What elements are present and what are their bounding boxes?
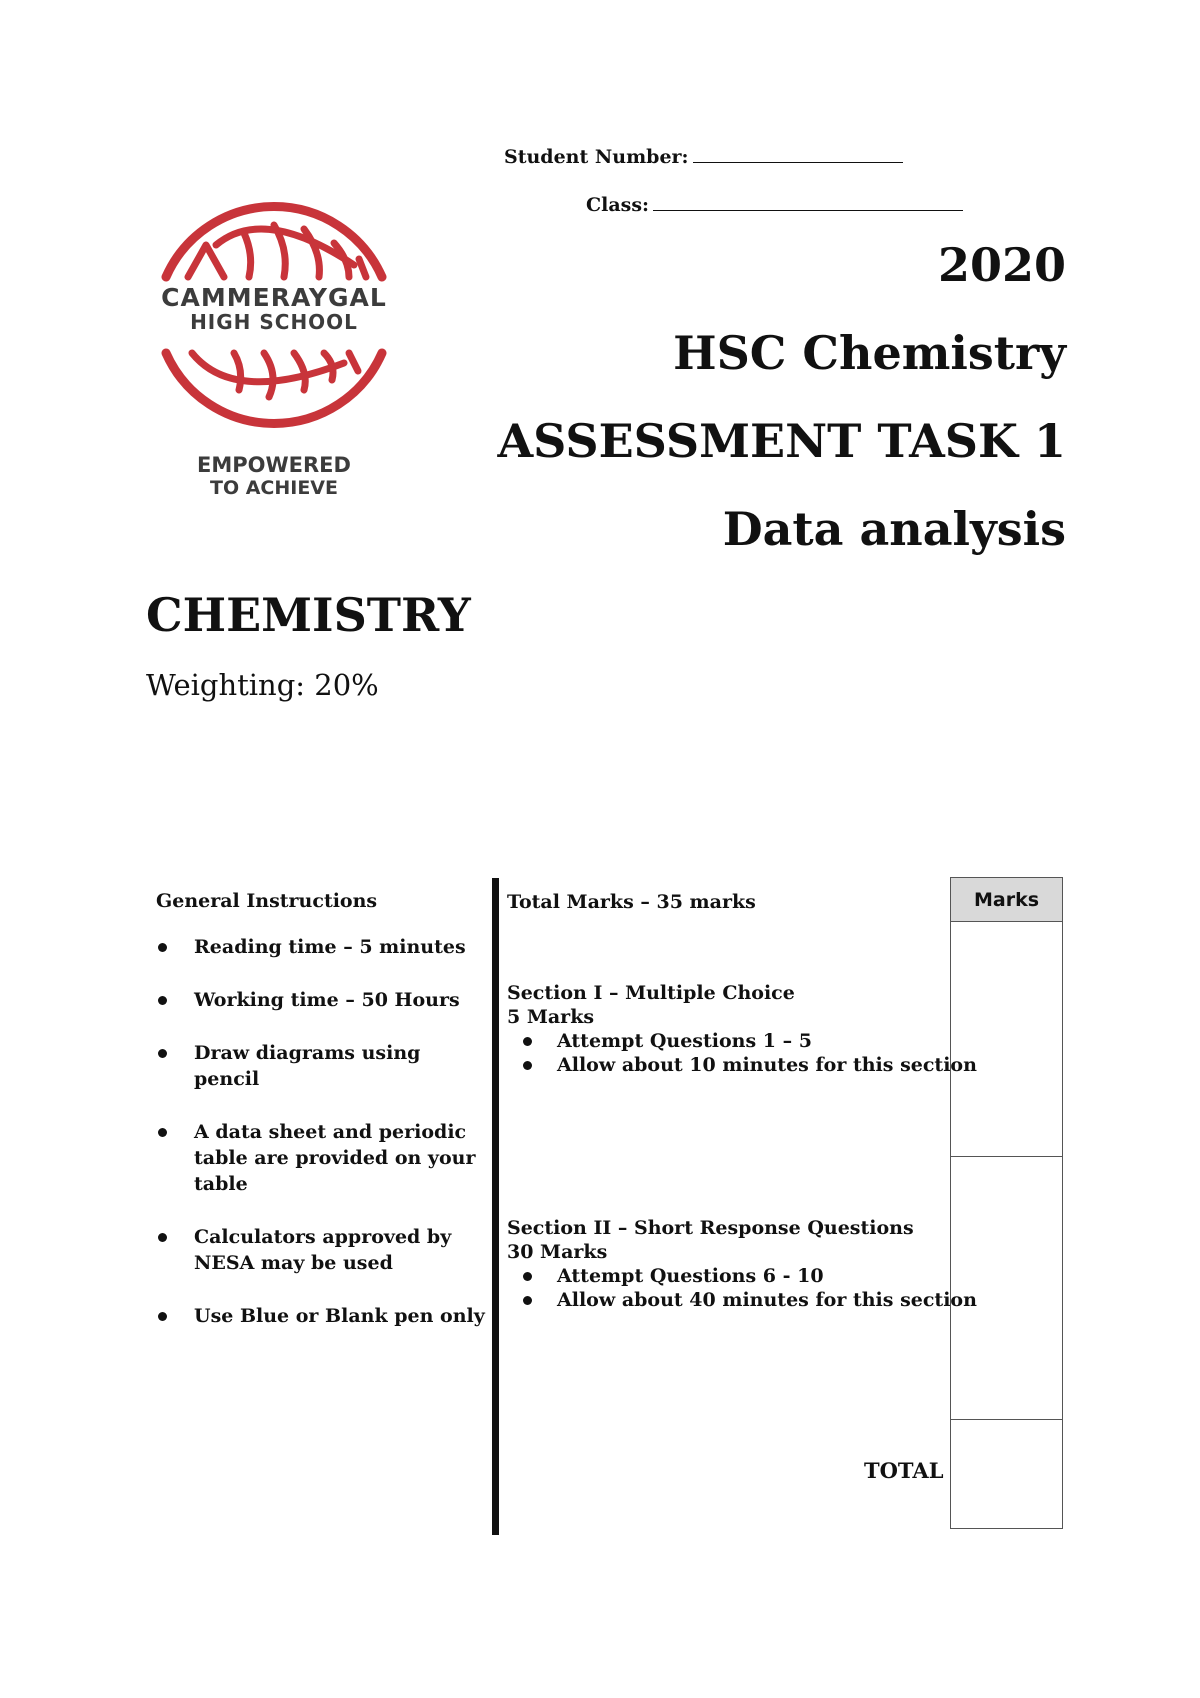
logo-motto-2: TO ACHIEVE: [209, 477, 338, 499]
instruction-item: Working time – 50 Hours: [156, 987, 486, 1013]
bullet-icon: [523, 1061, 532, 1070]
bullet-icon: [158, 996, 167, 1005]
title-task: ASSESSMENT TASK 1: [497, 414, 1066, 468]
section-2-bullet: Attempt Questions 6 - 10: [507, 1264, 977, 1288]
instruction-item: A data sheet and periodic table are provided on your table: [156, 1119, 486, 1197]
student-number-line[interactable]: [693, 162, 903, 163]
student-number-field: [504, 146, 903, 168]
school-logo: [144, 185, 404, 505]
subject-heading: CHEMISTRY: [146, 588, 471, 642]
bullet-icon: [523, 1037, 532, 1046]
bullet-icon: [158, 1233, 167, 1242]
bullet-icon: [523, 1272, 532, 1281]
section-2-bullet: Allow about 40 minutes for this section: [507, 1288, 977, 1312]
marks-table: [950, 877, 1063, 1529]
bullet-icon: [523, 1296, 532, 1305]
marks-header: Marks: [951, 878, 1062, 922]
logo-school-name-1: CAMMERAYGAL: [161, 283, 387, 312]
section-2-marks: 30 Marks: [507, 1241, 608, 1263]
instruction-item: Use Blue or Blank pen only: [156, 1303, 486, 1329]
bullet-icon: [158, 943, 167, 952]
instructions-heading: General Instructions: [156, 890, 378, 912]
bullet-icon: [158, 1312, 167, 1321]
section-1-bullet: Attempt Questions 1 – 5: [507, 1029, 977, 1053]
section-2-title: Section II – Short Response Questions: [507, 1217, 914, 1239]
instruction-item: Calculators approved by NESA may be used: [156, 1224, 486, 1276]
title-topic: Data analysis: [722, 502, 1066, 556]
weighting: Weighting: 20%: [146, 668, 379, 702]
marks-cell-section-1[interactable]: [951, 922, 1062, 1157]
general-instructions: [156, 890, 486, 1356]
total-label: TOTAL: [864, 1458, 944, 1483]
student-number-label: Student Number:: [504, 146, 689, 168]
marks-cell-section-2[interactable]: [951, 1157, 1062, 1420]
title-course: HSC Chemistry: [673, 326, 1066, 380]
section-2: [507, 1216, 977, 1312]
section-1: [507, 981, 977, 1077]
bullet-icon: [158, 1049, 167, 1058]
marks-cell-total[interactable]: [951, 1420, 1062, 1528]
total-marks: Total Marks – 35 marks: [507, 891, 756, 913]
class-line[interactable]: [653, 210, 963, 211]
section-1-bullet: Allow about 10 minutes for this section: [507, 1053, 977, 1077]
column-divider: [492, 878, 499, 1535]
class-field: [586, 194, 963, 216]
section-1-marks: 5 Marks: [507, 1006, 595, 1028]
class-label: Class:: [586, 194, 650, 216]
logo-school-name-2: HIGH SCHOOL: [190, 310, 358, 334]
bullet-icon: [158, 1128, 167, 1137]
logo-motto-1: EMPOWERED: [197, 453, 351, 477]
instruction-item: Reading time – 5 minutes: [156, 934, 486, 960]
instruction-item: Draw diagrams using pencil: [156, 1040, 486, 1092]
title-year: 2020: [937, 238, 1066, 292]
section-1-title: Section I – Multiple Choice: [507, 982, 795, 1004]
